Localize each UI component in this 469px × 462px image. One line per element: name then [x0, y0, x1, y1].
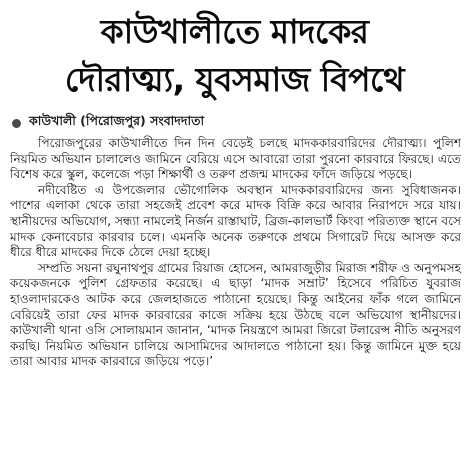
byline — [12, 114, 469, 132]
headline-line-2: দৌরাত্ম্য, যুবসমাজ বিপথে — [64, 60, 405, 99]
paragraph-1: পিরোজপুরের কাউখালীতে দিন দিন বেড়েই চলছে মাদককারবারিদের দৌরাত্ম্য। পুলিশ নিয়মিত অভিযান চালালেও জামিনে বেরিয়ে এসে আবারো তারা পুরনো কারবারে ফিরছে। এতে বিশেষ করে স্কুল, কলেজে পড়া শিক্ষার্থী ও তরুণ প্রজন্ম মাদকের ফাঁদে জড়িয়ে পড়ছে। — [10, 136, 461, 182]
headline-line-1: কাউখালীতে মাদকের — [100, 12, 369, 51]
paragraph-2: নদীবেষ্টিত এ উপজেলার ভৌগোলিক অবস্থান মাদককারবারিদের জন্য সুবিধাজনক। পাশের এলাকা থেকে তারা সহজেই প্রবেশ করে মাদক বিক্রি করে আবার নিরাপদে সরে যায়। স্থানীয়দের অভিযোগ, সন্ধ্যা নামলেই নির্জন রাস্তাঘাট, ব্রিজ-কালভার্ট কিংবা পরিত্যক্ত স্থানে বসে মাদক কেনাবেচার কারবার চলে। এমনকি অনেক তরুণকে প্রথমে সিগারেট দিয়ে আসক্ত করে ধীরে ধীরে মাদকের দিকে ঠেলে দেয়া হচ্ছে। — [10, 182, 461, 260]
paragraph-3: সম্প্রতি সয়না রঘুনাথপুর গ্রামের রিয়াজ হোসেন, আমরাজুড়ীর মিরাজ শরীফ ও অনুপমসহ কয়েকজনকে পুলিশ গ্রেফতার করেছে। এ ছাড়া ‘মাদক সম্রাট’ হিসেবে পরিচিত যুবরাজ হাওলাদারকেও আটক করে জেলহাজতে পাঠানো হয়েছে। কিন্তু আইনের ফাঁক গলে জামিনে বেরিয়েই তারা ফের মাদক কারবারের কাজে সক্রিয় হয়ে উঠছে বলে অভিযোগ স্থানীয়দের। কাউখালী থানা ওসি সোলায়মান জানান, ‘মাদক নিয়ন্ত্রণে আমরা জিরো টলারেন্স নীতি অনুসরণ করছি। নিয়মিত অভিযান চালিয়ে আসামিদের আদালতে পাঠানো হয়। কিন্তু জামিনে মুক্ত হয়ে তারা আবার মাদক কারবারে জড়িয়ে পড়ে।’ — [10, 260, 461, 369]
bullet-icon — [12, 119, 21, 128]
article-body — [10, 136, 461, 370]
headline — [0, 0, 469, 104]
byline-text: কাউখালী (পিরোজপুর) সংবাদদাতা — [29, 113, 205, 128]
